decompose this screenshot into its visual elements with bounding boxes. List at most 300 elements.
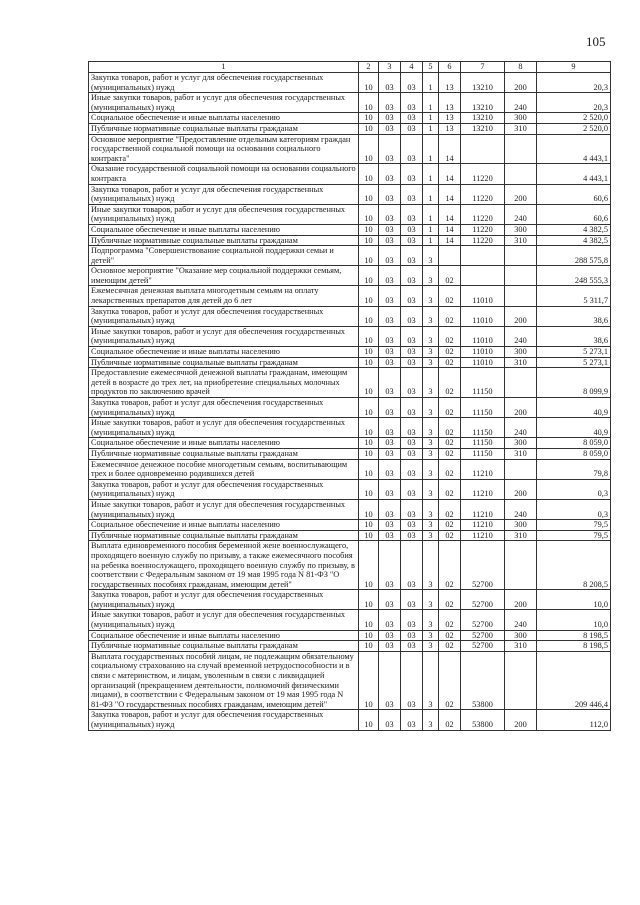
code-cell: 03 — [401, 224, 423, 235]
budget-table — [88, 61, 611, 731]
code-cell: 10 — [359, 113, 379, 124]
code-cell: 03 — [379, 266, 401, 286]
code-cell: 03 — [401, 357, 423, 368]
item-name-cell: Иные закупки товаров, работ и услуг для обеспечения государственных (муниципальных) нужд — [89, 610, 359, 630]
table-row — [89, 459, 611, 479]
code-cell: 10 — [359, 134, 379, 164]
table-row — [89, 224, 611, 235]
code-cell: 03 — [379, 204, 401, 224]
code-cell: 03 — [379, 326, 401, 346]
item-name-cell: Закупка товаров, работ и услуг для обеспечения государственных (муниципальных) нужд — [89, 710, 359, 730]
code-cell: 03 — [379, 438, 401, 449]
code-cell: 3 — [423, 610, 439, 630]
code-cell: 03 — [379, 520, 401, 531]
code-cell: 11010 — [461, 347, 505, 358]
amount-cell: 79,8 — [537, 459, 611, 479]
amount-cell: 5 311,7 — [537, 286, 611, 306]
code-cell: 13210 — [461, 123, 505, 134]
table-row — [89, 448, 611, 459]
column-header: 7 — [461, 62, 505, 73]
code-cell: 03 — [401, 530, 423, 541]
amount-cell: 4 382,5 — [537, 235, 611, 246]
code-cell: 10 — [359, 459, 379, 479]
code-cell: 11150 — [461, 438, 505, 449]
code-cell: 10 — [359, 357, 379, 368]
code-cell: 02 — [439, 710, 461, 730]
code-cell: 3 — [423, 459, 439, 479]
amount-cell: 79,5 — [537, 520, 611, 531]
code-cell: 310 — [505, 123, 537, 134]
code-cell: 03 — [379, 347, 401, 358]
code-cell: 02 — [439, 499, 461, 519]
table-row — [89, 520, 611, 531]
code-cell: 10 — [359, 266, 379, 286]
item-name-cell: Иные закупки товаров, работ и услуг для обеспечения государственных (муниципальных) нужд — [89, 93, 359, 113]
code-cell: 02 — [439, 418, 461, 438]
table-row — [89, 123, 611, 134]
code-cell: 10 — [359, 448, 379, 459]
code-cell: 3 — [423, 630, 439, 641]
item-name-cell: Публичные нормативные социальные выплаты гражданам — [89, 235, 359, 246]
code-cell: 03 — [401, 73, 423, 93]
code-cell: 03 — [379, 610, 401, 630]
code-cell: 03 — [401, 368, 423, 398]
code-cell: 03 — [401, 347, 423, 358]
item-name-cell: Закупка товаров, работ и услуг для обеспечения государственных (муниципальных) нужд — [89, 398, 359, 418]
code-cell: 300 — [505, 347, 537, 358]
code-cell: 1 — [423, 184, 439, 204]
code-cell: 03 — [379, 418, 401, 438]
code-cell: 13210 — [461, 113, 505, 124]
code-cell: 02 — [439, 368, 461, 398]
item-name-cell: Закупка товаров, работ и услуг для обеспечения государственных (муниципальных) нужд — [89, 184, 359, 204]
code-cell: 03 — [379, 590, 401, 610]
code-cell: 13 — [439, 113, 461, 124]
code-cell — [505, 134, 537, 164]
amount-cell: 79,5 — [537, 530, 611, 541]
code-cell: 02 — [439, 326, 461, 346]
code-cell: 03 — [401, 610, 423, 630]
code-cell: 3 — [423, 499, 439, 519]
amount-cell: 2 520,0 — [537, 123, 611, 134]
item-name-cell: Ежемесячное денежное пособие многодетным семьям, воспитывающим трех и более одновременно родившихся детей — [89, 459, 359, 479]
table-row — [89, 530, 611, 541]
item-name-cell: Публичные нормативные социальные выплаты гражданам — [89, 641, 359, 652]
table-row — [89, 368, 611, 398]
code-cell: 1 — [423, 113, 439, 124]
code-cell: 3 — [423, 368, 439, 398]
code-cell: 03 — [401, 479, 423, 499]
code-cell: 200 — [505, 398, 537, 418]
code-cell: 200 — [505, 306, 537, 326]
code-cell: 11150 — [461, 418, 505, 438]
code-cell: 13 — [439, 93, 461, 113]
code-cell: 300 — [505, 438, 537, 449]
code-cell: 11220 — [461, 224, 505, 235]
column-header: 9 — [537, 62, 611, 73]
code-cell: 02 — [439, 610, 461, 630]
code-cell: 03 — [379, 651, 401, 710]
code-cell: 03 — [401, 184, 423, 204]
item-name-cell: Публичные нормативные социальные выплаты гражданам — [89, 530, 359, 541]
amount-cell: 8 099,9 — [537, 368, 611, 398]
amount-cell: 4 443,1 — [537, 134, 611, 164]
amount-cell: 248 555,3 — [537, 266, 611, 286]
code-cell — [505, 541, 537, 590]
code-cell: 03 — [379, 630, 401, 641]
code-cell: 03 — [379, 93, 401, 113]
code-cell: 03 — [379, 184, 401, 204]
code-cell: 03 — [379, 357, 401, 368]
code-cell: 10 — [359, 630, 379, 641]
code-cell: 10 — [359, 499, 379, 519]
code-cell: 03 — [401, 438, 423, 449]
code-cell: 10 — [359, 73, 379, 93]
code-cell: 14 — [439, 184, 461, 204]
code-cell: 03 — [401, 204, 423, 224]
amount-cell: 5 273,1 — [537, 347, 611, 358]
code-cell: 10 — [359, 398, 379, 418]
amount-cell: 2 520,0 — [537, 113, 611, 124]
code-cell: 02 — [439, 448, 461, 459]
item-name-cell: Публичные нормативные социальные выплаты гражданам — [89, 448, 359, 459]
code-cell: 3 — [423, 357, 439, 368]
code-cell: 03 — [379, 499, 401, 519]
table-row — [89, 347, 611, 358]
code-cell: 11220 — [461, 204, 505, 224]
code-cell: 11150 — [461, 398, 505, 418]
code-cell: 3 — [423, 590, 439, 610]
item-name-cell: Публичные нормативные социальные выплаты гражданам — [89, 357, 359, 368]
code-cell: 02 — [439, 438, 461, 449]
code-cell: 3 — [423, 266, 439, 286]
code-cell: 10 — [359, 610, 379, 630]
code-cell: 10 — [359, 368, 379, 398]
item-name-cell: Социальное обеспечение и иные выплаты населению — [89, 438, 359, 449]
amount-cell: 8 198,5 — [537, 641, 611, 652]
code-cell: 02 — [439, 357, 461, 368]
code-cell: 10 — [359, 246, 379, 266]
code-cell: 1 — [423, 73, 439, 93]
code-cell: 03 — [401, 286, 423, 306]
code-cell: 310 — [505, 641, 537, 652]
code-cell: 240 — [505, 204, 537, 224]
amount-cell: 4 443,1 — [537, 164, 611, 184]
code-cell: 11210 — [461, 459, 505, 479]
column-header: 6 — [439, 62, 461, 73]
code-cell: 11010 — [461, 357, 505, 368]
code-cell: 1 — [423, 93, 439, 113]
code-cell: 14 — [439, 235, 461, 246]
table-row — [89, 610, 611, 630]
table-row — [89, 134, 611, 164]
amount-cell: 40,9 — [537, 418, 611, 438]
code-cell: 03 — [379, 368, 401, 398]
code-cell — [461, 134, 505, 164]
code-cell: 11150 — [461, 368, 505, 398]
table-row — [89, 73, 611, 93]
code-cell: 02 — [439, 306, 461, 326]
code-cell: 3 — [423, 347, 439, 358]
code-cell: 3 — [423, 326, 439, 346]
amount-cell: 38,6 — [537, 326, 611, 346]
amount-cell: 60,6 — [537, 204, 611, 224]
code-cell: 300 — [505, 113, 537, 124]
code-cell: 11210 — [461, 530, 505, 541]
code-cell — [505, 286, 537, 306]
code-cell: 11220 — [461, 164, 505, 184]
code-cell: 3 — [423, 641, 439, 652]
code-cell: 10 — [359, 530, 379, 541]
code-cell: 3 — [423, 418, 439, 438]
code-cell: 14 — [439, 134, 461, 164]
code-cell: 03 — [379, 164, 401, 184]
code-cell: 11210 — [461, 520, 505, 531]
item-name-cell: Выплата государственных пособий лицам, не подлежащим обязательному социальному страхованию на случай временной нетрудоспособности и в связи с материнством, и лицам, уволенным в связи с ликвидацией организаций (прекращением деятельности, полномочий физическими лицами), в соответствии с Федеральным законом от 19 мая 1995 года N 81-ФЗ "О государственных пособиях гражданам, имеющим детей" — [89, 651, 359, 710]
code-cell: 240 — [505, 418, 537, 438]
table-row — [89, 306, 611, 326]
code-cell: 52700 — [461, 590, 505, 610]
code-cell: 3 — [423, 520, 439, 531]
item-name-cell: Социальное обеспечение и иные выплаты населению — [89, 113, 359, 124]
table-row — [89, 326, 611, 346]
code-cell: 02 — [439, 641, 461, 652]
code-cell: 02 — [439, 651, 461, 710]
code-cell: 03 — [379, 224, 401, 235]
code-cell: 03 — [379, 710, 401, 730]
code-cell: 10 — [359, 651, 379, 710]
code-cell: 310 — [505, 448, 537, 459]
code-cell: 13 — [439, 73, 461, 93]
code-cell: 02 — [439, 398, 461, 418]
table-row — [89, 641, 611, 652]
item-name-cell: Иные закупки товаров, работ и услуг для обеспечения государственных (муниципальных) нужд — [89, 204, 359, 224]
code-cell: 11210 — [461, 479, 505, 499]
code-cell: 11210 — [461, 499, 505, 519]
code-cell: 03 — [401, 630, 423, 641]
amount-cell: 0,3 — [537, 499, 611, 519]
code-cell: 03 — [401, 520, 423, 531]
code-cell: 03 — [401, 164, 423, 184]
code-cell — [505, 164, 537, 184]
item-name-cell: Закупка товаров, работ и услуг для обеспечения государственных (муниципальных) нужд — [89, 73, 359, 93]
code-cell: 52700 — [461, 541, 505, 590]
amount-cell: 20,3 — [537, 93, 611, 113]
code-cell: 53800 — [461, 710, 505, 730]
code-cell: 03 — [401, 398, 423, 418]
amount-cell: 60,6 — [537, 184, 611, 204]
code-cell: 11220 — [461, 184, 505, 204]
amount-cell: 0,3 — [537, 479, 611, 499]
code-cell: 1 — [423, 235, 439, 246]
code-cell: 03 — [379, 541, 401, 590]
code-cell: 02 — [439, 541, 461, 590]
code-cell: 02 — [439, 266, 461, 286]
item-name-cell: Выплата единовременного пособия беременной жене военнослужащего, проходящего военную службу по призыву, а также ежемесячного пособия на ребенка военнослужащего, проходящего военную службу по призыву, в соответствии с Федеральным законом от 19 мая 1995 года N 81-ФЗ "О государственных пособиях гражданам, имеющим детей" — [89, 541, 359, 590]
code-cell: 03 — [379, 530, 401, 541]
code-cell: 03 — [379, 641, 401, 652]
table-row — [89, 235, 611, 246]
amount-cell: 112,0 — [537, 710, 611, 730]
code-cell: 02 — [439, 286, 461, 306]
code-cell: 03 — [401, 123, 423, 134]
code-cell: 11010 — [461, 306, 505, 326]
code-cell: 03 — [379, 448, 401, 459]
code-cell: 3 — [423, 246, 439, 266]
item-name-cell: Предоставление ежемесячной денежной выплаты гражданам, имеющим детей в возрасте до трех лет, на приобретение специальных молочных продуктов по заключению врачей — [89, 368, 359, 398]
code-cell: 10 — [359, 93, 379, 113]
code-cell: 240 — [505, 93, 537, 113]
amount-cell: 40,9 — [537, 398, 611, 418]
code-cell: 1 — [423, 134, 439, 164]
code-cell: 300 — [505, 224, 537, 235]
table-row — [89, 479, 611, 499]
code-cell: 11150 — [461, 448, 505, 459]
code-cell: 10 — [359, 347, 379, 358]
code-cell: 310 — [505, 530, 537, 541]
code-cell: 10 — [359, 418, 379, 438]
table-row — [89, 93, 611, 113]
code-cell: 03 — [401, 266, 423, 286]
code-cell: 1 — [423, 164, 439, 184]
amount-cell: 8 059,0 — [537, 438, 611, 449]
code-cell: 10 — [359, 286, 379, 306]
item-name-cell: Закупка товаров, работ и услуг для обеспечения государственных (муниципальных) нужд — [89, 590, 359, 610]
code-cell: 10 — [359, 224, 379, 235]
code-cell: 52700 — [461, 641, 505, 652]
code-cell: 03 — [401, 541, 423, 590]
code-cell: 10 — [359, 306, 379, 326]
column-header: 5 — [423, 62, 439, 73]
item-name-cell: Ежемесячная денежная выплата многодетным семьям на оплату лекарственных препаратов для детей до 6 лет — [89, 286, 359, 306]
code-cell: 03 — [401, 326, 423, 346]
column-header: 1 — [89, 62, 359, 73]
code-cell: 10 — [359, 641, 379, 652]
table-row — [89, 113, 611, 124]
amount-cell: 4 382,5 — [537, 224, 611, 235]
table-body — [89, 73, 611, 731]
code-cell — [461, 246, 505, 266]
table-row — [89, 438, 611, 449]
code-cell: 03 — [379, 306, 401, 326]
code-cell: 240 — [505, 326, 537, 346]
amount-cell: 209 446,4 — [537, 651, 611, 710]
code-cell — [505, 266, 537, 286]
item-name-cell: Иные закупки товаров, работ и услуг для обеспечения государственных (муниципальных) нужд — [89, 326, 359, 346]
code-cell: 03 — [401, 710, 423, 730]
table-row — [89, 398, 611, 418]
table-row — [89, 630, 611, 641]
code-cell: 3 — [423, 448, 439, 459]
code-cell: 52700 — [461, 610, 505, 630]
code-cell: 300 — [505, 520, 537, 531]
item-name-cell: Социальное обеспечение и иные выплаты населению — [89, 224, 359, 235]
item-name-cell: Социальное обеспечение и иные выплаты населению — [89, 520, 359, 531]
code-cell: 10 — [359, 479, 379, 499]
code-cell: 02 — [439, 459, 461, 479]
table-row — [89, 418, 611, 438]
column-header: 2 — [359, 62, 379, 73]
amount-cell: 8 198,5 — [537, 630, 611, 641]
code-cell: 10 — [359, 184, 379, 204]
code-cell: 1 — [423, 224, 439, 235]
column-header: 3 — [379, 62, 401, 73]
code-cell: 53800 — [461, 651, 505, 710]
code-cell: 02 — [439, 590, 461, 610]
table-row — [89, 541, 611, 590]
amount-cell: 10,0 — [537, 590, 611, 610]
code-cell: 310 — [505, 357, 537, 368]
code-cell: 03 — [401, 93, 423, 113]
table-row — [89, 184, 611, 204]
code-cell: 300 — [505, 630, 537, 641]
code-cell: 02 — [439, 630, 461, 641]
amount-cell: 5 273,1 — [537, 357, 611, 368]
code-cell: 02 — [439, 520, 461, 531]
item-name-cell: Иные закупки товаров, работ и услуг для обеспечения государственных (муниципальных) нужд — [89, 418, 359, 438]
code-cell: 03 — [379, 235, 401, 246]
code-cell: 03 — [401, 418, 423, 438]
code-cell: 03 — [379, 113, 401, 124]
code-cell: 03 — [401, 499, 423, 519]
code-cell: 03 — [379, 479, 401, 499]
table-row — [89, 357, 611, 368]
code-cell: 03 — [401, 306, 423, 326]
table-row — [89, 651, 611, 710]
code-cell: 3 — [423, 530, 439, 541]
code-cell: 3 — [423, 651, 439, 710]
table-row — [89, 204, 611, 224]
code-cell: 10 — [359, 520, 379, 531]
code-cell: 10 — [359, 710, 379, 730]
code-cell: 03 — [401, 641, 423, 652]
code-cell: 10 — [359, 541, 379, 590]
code-cell: 3 — [423, 479, 439, 499]
code-cell: 3 — [423, 286, 439, 306]
item-name-cell: Социальное обеспечение и иные выплаты населению — [89, 347, 359, 358]
amount-cell: 20,3 — [537, 73, 611, 93]
amount-cell: 8 059,0 — [537, 448, 611, 459]
code-cell: 200 — [505, 73, 537, 93]
table-row — [89, 710, 611, 730]
code-cell: 240 — [505, 610, 537, 630]
code-cell: 3 — [423, 306, 439, 326]
code-cell: 02 — [439, 479, 461, 499]
item-name-cell: Основное мероприятие "Оказание мер социальной поддержки семьям, имеющим детей" — [89, 266, 359, 286]
code-cell: 310 — [505, 235, 537, 246]
code-cell — [505, 368, 537, 398]
item-name-cell: Основное мероприятие "Предоставление отдельным категориям граждан государственной социальной помощи на основании социального контракта" — [89, 134, 359, 164]
code-cell: 03 — [379, 73, 401, 93]
table-row — [89, 164, 611, 184]
column-header: 8 — [505, 62, 537, 73]
page-number: 105 — [586, 34, 606, 49]
code-cell: 11010 — [461, 286, 505, 306]
item-name-cell: Иные закупки товаров, работ и услуг для обеспечения государственных (муниципальных) нужд — [89, 499, 359, 519]
code-cell — [505, 459, 537, 479]
amount-cell: 10,0 — [537, 610, 611, 630]
code-cell: 10 — [359, 204, 379, 224]
code-cell: 200 — [505, 710, 537, 730]
table-header-row — [89, 62, 611, 73]
code-cell: 03 — [379, 286, 401, 306]
table-row — [89, 590, 611, 610]
code-cell: 10 — [359, 326, 379, 346]
code-cell: 03 — [401, 459, 423, 479]
code-cell: 10 — [359, 123, 379, 134]
code-cell: 3 — [423, 710, 439, 730]
code-cell: 03 — [401, 651, 423, 710]
